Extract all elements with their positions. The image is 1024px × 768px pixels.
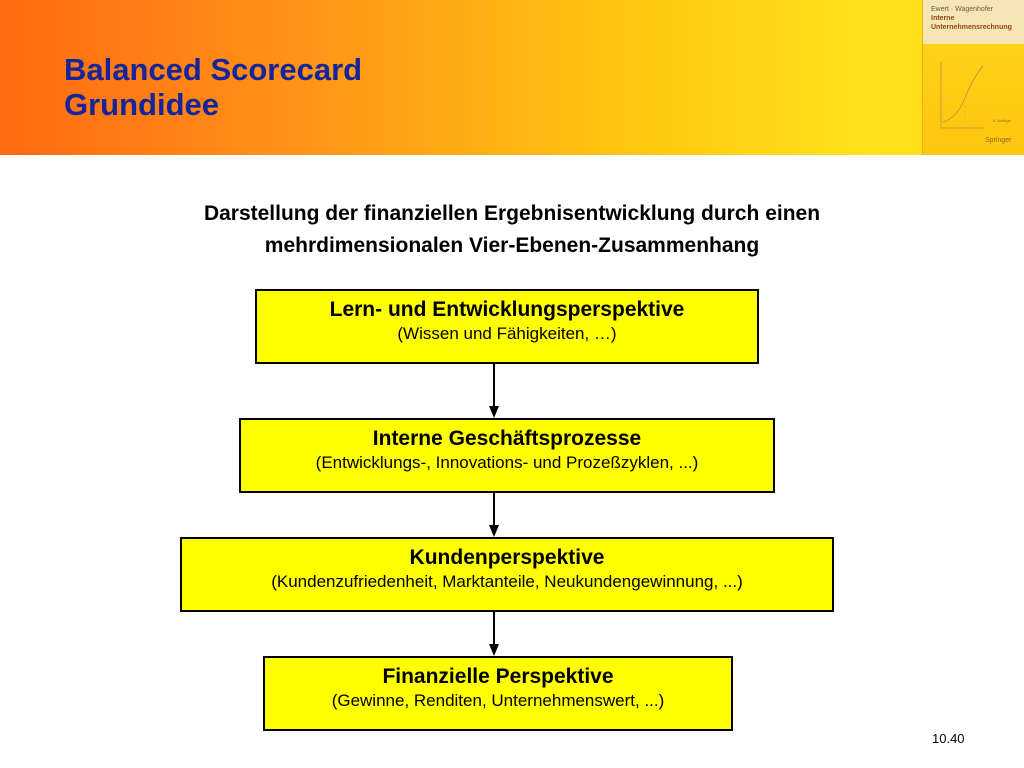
perspective-detail: (Wissen und Fähigkeiten, …): [397, 324, 617, 343]
slide-title-line2: Grundidee: [64, 87, 220, 122]
diagram-subtitle: [40, 198, 984, 262]
book-author: Ewert · Wagenhofer: [931, 6, 993, 13]
perspective-box-learning: [255, 289, 759, 364]
perspective-detail: (Kundenzufriedenheit, Marktanteile, Neukundengewinnung, ...): [271, 572, 743, 591]
perspective-detail: (Entwicklungs-, Innovations- und Prozeßzyklen, ...): [315, 453, 699, 472]
perspective-title: Interne Geschäftsprozesse: [372, 427, 642, 450]
book-graph-icon: [935, 58, 987, 134]
slide-title-line1: Balanced Scorecard: [64, 52, 363, 87]
diagram-subtitle-line2: mehrdimensionalen Vier-Ebenen-Zusammenhang: [264, 234, 760, 257]
perspective-detail: (Gewinne, Renditen, Unternehmenswert, ...): [331, 691, 665, 710]
arrow-down-icon: [486, 364, 502, 418]
slide-title: [64, 52, 362, 122]
book-title-line2: Unternehmensrechnung: [931, 24, 1012, 31]
book-cover-image: [922, 0, 1024, 155]
perspective-title: Kundenperspektive: [409, 546, 605, 569]
perspective-title: Lern- und Entwicklungsperspektive: [329, 298, 685, 321]
perspective-title: Finanzielle Perspektive: [382, 665, 614, 688]
perspective-box-processes: [239, 418, 775, 493]
book-publisher: Springer: [985, 137, 1012, 144]
perspective-box-financial: [263, 656, 733, 731]
book-title: [931, 14, 1012, 32]
perspective-box-customer: [180, 537, 834, 612]
arrow-down-icon: [486, 612, 502, 656]
book-title-line1: Interne: [931, 15, 955, 22]
header-banner: [0, 0, 1024, 155]
diagram-subtitle-line1: Darstellung der finanziellen Ergebnisentwicklung durch einen: [203, 202, 821, 225]
page-number: 10.40: [932, 731, 965, 746]
arrow-down-icon: [486, 493, 502, 537]
book-edition: 6. Auflage: [993, 118, 1011, 123]
